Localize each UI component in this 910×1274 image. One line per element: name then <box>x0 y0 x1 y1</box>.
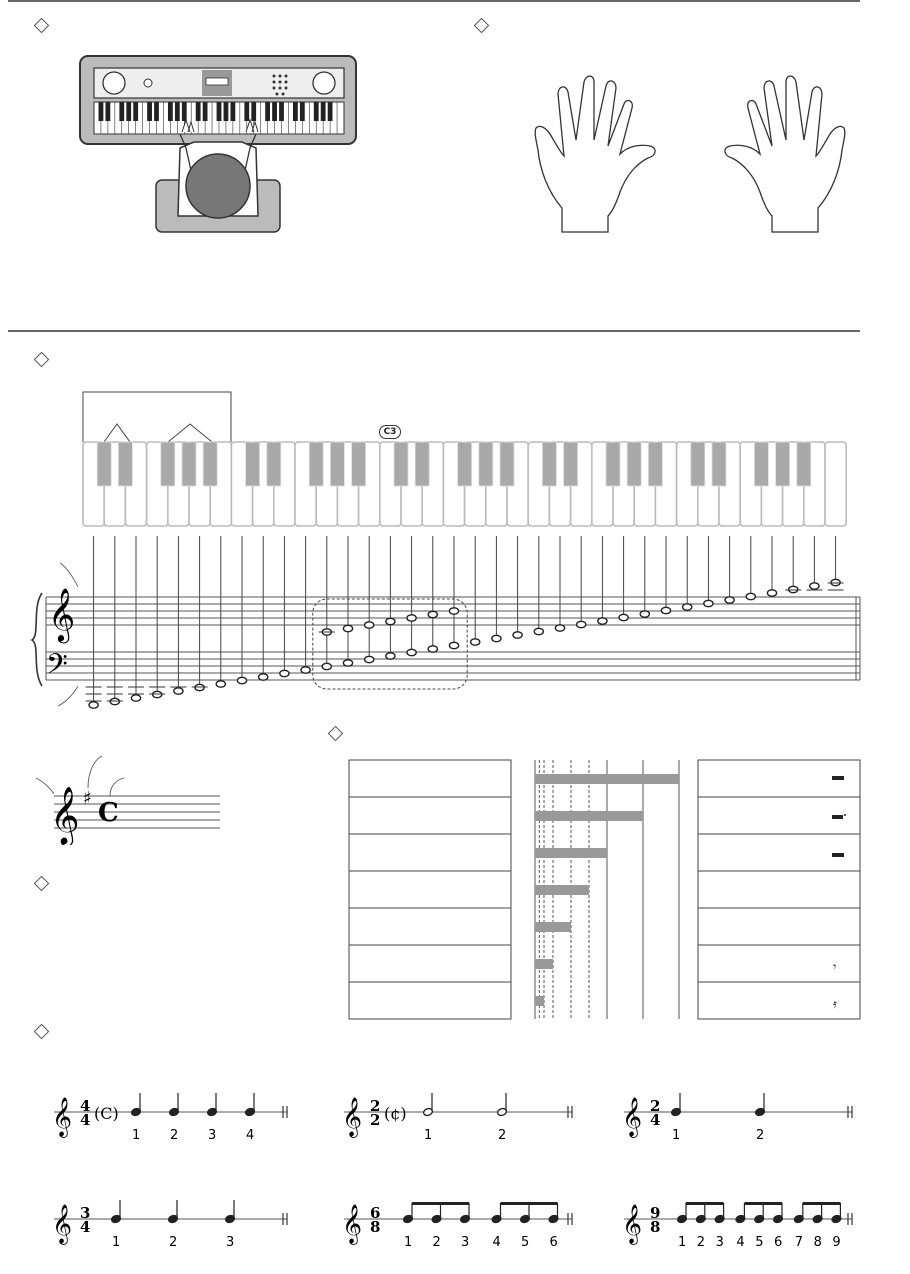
note-head <box>301 667 310 673</box>
speaker-icon <box>103 72 125 94</box>
duration-bar <box>535 959 553 969</box>
note-head <box>767 590 776 596</box>
key-signature-example <box>30 750 230 845</box>
beat-count: 1 <box>424 1128 433 1143</box>
note-head <box>449 642 458 648</box>
note-head <box>131 695 140 701</box>
beat-count: 1 <box>132 1128 141 1143</box>
beat-count: 1 <box>678 1235 687 1250</box>
black-key <box>542 442 556 486</box>
note-head <box>428 646 437 652</box>
brace <box>32 593 42 686</box>
beat-count: 2 <box>170 1128 179 1143</box>
dotted-half-rest-icon <box>832 815 843 819</box>
black-key <box>118 442 132 486</box>
note-head <box>683 604 692 610</box>
note-head <box>386 618 395 624</box>
black-key <box>797 442 811 486</box>
black-key <box>691 442 705 486</box>
note-head <box>513 632 522 638</box>
beat-count: 4 <box>736 1235 745 1250</box>
time-signature-denominator: 8 <box>370 1218 381 1236</box>
duration-bar <box>535 996 544 1006</box>
time-signature-denominator: 4 <box>650 1111 661 1129</box>
note-head <box>174 688 183 694</box>
note-head <box>428 611 437 617</box>
note-head <box>89 702 98 708</box>
note-head <box>598 618 607 624</box>
black-key <box>309 442 323 486</box>
time-signature-example-3-4 <box>50 1192 295 1262</box>
note-head <box>216 681 225 687</box>
time-signature-numerator: 2 <box>650 1097 661 1115</box>
black-key <box>415 442 429 486</box>
note-head <box>619 614 628 620</box>
beam <box>412 1202 469 1205</box>
clef-pointer <box>58 686 78 706</box>
alternate-meter-sign: (C) <box>94 1104 119 1123</box>
section-diamond-icon <box>328 726 344 742</box>
beat-count: 2 <box>169 1235 178 1250</box>
whole-rest-icon <box>832 776 844 780</box>
note-head <box>555 625 564 631</box>
time-signature-numerator: 9 <box>650 1204 661 1222</box>
beat-count: 4 <box>246 1128 255 1143</box>
beat-count: 1 <box>112 1235 121 1250</box>
note-head <box>725 597 734 603</box>
posture-illustration <box>76 52 360 238</box>
beat-count: 2 <box>756 1128 765 1143</box>
black-key <box>648 442 662 486</box>
black-key <box>564 442 578 486</box>
black-key <box>394 442 408 486</box>
rest-box <box>698 760 860 1019</box>
note-head <box>810 583 819 589</box>
common-time-sign: C <box>98 798 119 828</box>
eighth-rest-icon: 𝄾 <box>833 960 837 975</box>
beat-count: 6 <box>774 1235 783 1250</box>
treble-clef-icon: 𝄞 <box>50 786 80 844</box>
key-group-bracket <box>80 388 240 448</box>
section-diamond-icon <box>34 1024 50 1040</box>
beam <box>744 1202 782 1205</box>
treble-clef-icon: 𝄞 <box>48 587 76 641</box>
beat-count: 6 <box>549 1235 558 1250</box>
beat-count: 2 <box>432 1235 441 1250</box>
beat-count: 9 <box>832 1235 841 1250</box>
sharp-sign: ♯ <box>83 788 92 809</box>
black-key <box>352 442 366 486</box>
beat-count: 2 <box>498 1128 507 1143</box>
piano-keyboard <box>80 440 850 530</box>
right-hand-illustration <box>712 74 852 236</box>
duration-bar <box>535 922 571 932</box>
treble-clef-icon: 𝄞 <box>342 1204 363 1244</box>
note-value-chart <box>345 755 865 1025</box>
black-key <box>161 442 175 486</box>
note-head <box>492 635 501 641</box>
note-box <box>349 760 511 1019</box>
beam <box>686 1202 724 1205</box>
duration-bar <box>535 811 643 821</box>
middle-rule <box>8 330 860 332</box>
time-signature-numerator: 4 <box>80 1097 91 1115</box>
beat-count: 1 <box>404 1235 413 1250</box>
note-head <box>471 639 480 645</box>
beam <box>803 1202 841 1205</box>
treble-clef-icon: 𝄞 <box>52 1097 73 1137</box>
section-diamond-icon <box>34 876 50 892</box>
section-diamond-icon <box>34 352 50 368</box>
black-key <box>203 442 217 486</box>
black-key <box>330 442 344 486</box>
grand-staff <box>30 530 870 720</box>
sixteenth-rest-icon: 𝄿 <box>833 997 837 1012</box>
white-key <box>825 442 846 526</box>
beat-count: 4 <box>492 1235 501 1250</box>
note-head <box>704 600 713 606</box>
time-signature-example-2-2 <box>340 1085 580 1155</box>
black-key <box>500 442 514 486</box>
time-signature-example-2-4 <box>620 1085 860 1155</box>
speaker-icon <box>313 72 335 94</box>
beat-count: 3 <box>715 1235 724 1250</box>
note-head <box>237 677 246 683</box>
black-key <box>479 442 493 486</box>
beat-count: 8 <box>813 1235 822 1250</box>
note-head <box>577 621 586 627</box>
black-key <box>754 442 768 486</box>
time-signature-example-9-8 <box>620 1192 860 1262</box>
treble-clef-icon: 𝄞 <box>52 1204 73 1244</box>
black-key <box>458 442 472 486</box>
black-key <box>627 442 641 486</box>
beat-count: 3 <box>461 1235 470 1250</box>
note-head <box>449 608 458 614</box>
beat-count: 7 <box>794 1235 804 1250</box>
time-signature-denominator: 2 <box>370 1111 381 1129</box>
beat-count: 2 <box>696 1235 706 1250</box>
note-head <box>343 660 352 666</box>
treble-clef-icon: 𝄞 <box>342 1097 363 1137</box>
black-key <box>97 442 111 486</box>
treble-clef-icon: 𝄞 <box>622 1097 643 1137</box>
treble-clef-icon: 𝄞 <box>622 1204 643 1244</box>
beat-count: 3 <box>208 1128 217 1143</box>
section-diamond-icon <box>34 18 50 34</box>
note-head <box>661 607 670 613</box>
black-key <box>246 442 260 486</box>
time-signature-numerator: 3 <box>80 1204 91 1222</box>
duration-bar <box>535 774 679 784</box>
time-signature-example-6-8 <box>340 1192 580 1262</box>
note-head <box>407 649 416 655</box>
clef-pointer <box>60 563 78 587</box>
time-signature-denominator: 4 <box>80 1111 91 1129</box>
beat-count: 3 <box>226 1235 235 1250</box>
black-key <box>267 442 281 486</box>
note-head <box>343 625 352 631</box>
beam <box>501 1202 558 1205</box>
note-head <box>640 611 649 617</box>
black-key <box>182 442 196 486</box>
beat-count: 5 <box>521 1235 530 1250</box>
half-rest-icon <box>832 853 844 857</box>
alternate-meter-sign: (¢) <box>384 1104 407 1123</box>
note-head <box>746 593 755 599</box>
top-rule <box>8 0 860 2</box>
black-key <box>776 442 790 486</box>
note-head <box>322 663 331 669</box>
dot-icon <box>844 814 846 816</box>
black-key <box>712 442 726 486</box>
note-head <box>365 656 374 662</box>
note-head <box>280 670 289 676</box>
c3-label: C3 <box>379 425 401 439</box>
note-head <box>534 628 543 634</box>
section-diamond-icon <box>474 18 490 34</box>
beat-count: 5 <box>755 1235 764 1250</box>
duration-bar <box>535 848 607 858</box>
time-signature-denominator: 4 <box>80 1218 91 1236</box>
bass-clef-icon: 𝄢 <box>46 648 68 688</box>
note-head <box>259 674 268 680</box>
black-key <box>606 442 620 486</box>
time-signature-numerator: 2 <box>370 1097 381 1115</box>
note-head <box>365 622 374 628</box>
time-signature-example-4-4 <box>50 1085 295 1155</box>
note-head <box>386 653 395 659</box>
left-hand-illustration <box>528 74 668 236</box>
duration-bar <box>535 885 589 895</box>
note-head <box>407 615 416 621</box>
beat-count: 1 <box>672 1128 681 1143</box>
time-signature-numerator: 6 <box>370 1204 381 1222</box>
time-signature-denominator: 8 <box>650 1218 661 1236</box>
